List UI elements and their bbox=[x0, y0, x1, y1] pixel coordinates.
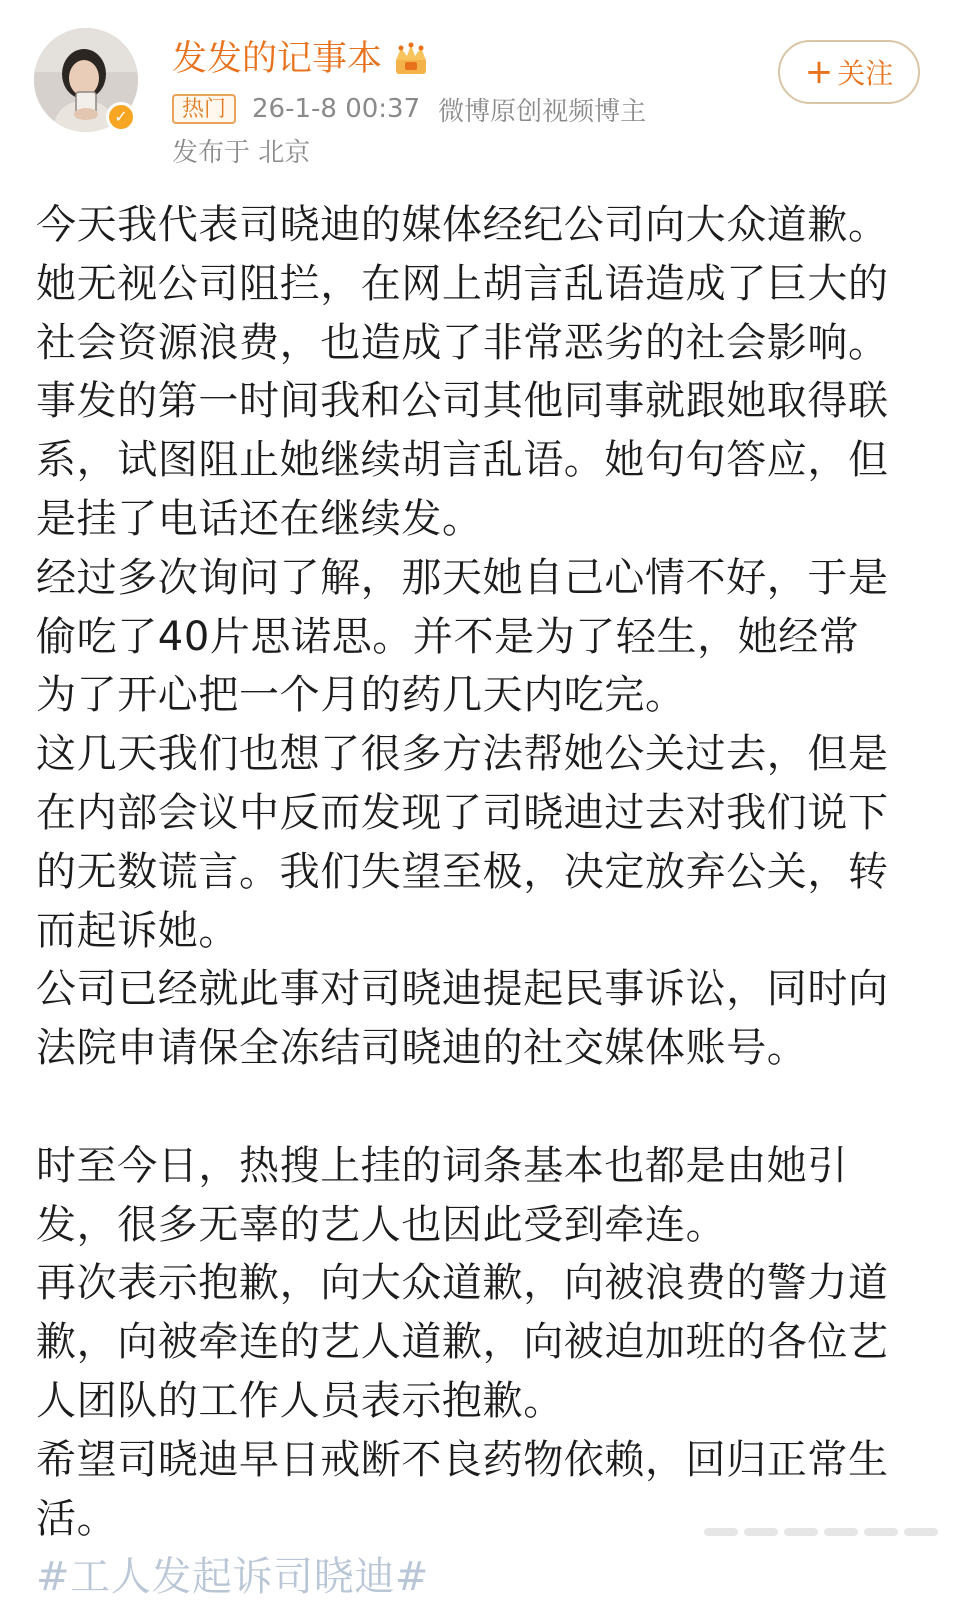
follow-label: 关注 bbox=[837, 57, 894, 90]
post-text-line: 活。 bbox=[36, 1495, 118, 1542]
hot-tag: 热门 bbox=[172, 94, 236, 124]
post-text-line: 是挂了电话还在继续发。 bbox=[36, 495, 483, 542]
scroll-indicator bbox=[704, 1528, 938, 1536]
post-text-line: 偷吃了40片思诺思。并不是为了轻生，她经常 bbox=[36, 613, 860, 660]
author-name[interactable]: 发发的记事本 bbox=[172, 39, 383, 79]
post-header bbox=[0, 0, 960, 180]
follow-button[interactable] bbox=[778, 40, 920, 104]
hashtag-link[interactable]: #工人发起诉司晓迪# bbox=[36, 1554, 430, 1601]
author-title: 微博原创视频博主 bbox=[438, 96, 647, 127]
post-text-line: 而起诉她。 bbox=[36, 907, 239, 954]
post-text-line: 公司已经就此事对司晓迪提起民事诉讼，同时向 bbox=[36, 966, 889, 1013]
post-text-line: 时至今日，热搜上挂的词条基本也都是由她引 bbox=[36, 1142, 848, 1189]
post-text-line: 她无视公司阻拦，在网上胡言乱语造成了巨大的 bbox=[36, 260, 889, 307]
post-location: 发布于 北京 bbox=[172, 138, 311, 168]
scroll-dot bbox=[744, 1528, 778, 1536]
blank-line bbox=[36, 1078, 916, 1137]
verified-badge-icon: ✓ bbox=[106, 102, 136, 132]
plus-icon: + bbox=[804, 52, 834, 92]
username-row bbox=[172, 36, 430, 82]
post-body bbox=[36, 196, 916, 1607]
scroll-dot bbox=[864, 1528, 898, 1536]
post-text-line: 人团队的工作人员表示抱歉。 bbox=[36, 1377, 564, 1424]
post-time: 26-1-8 00:37 bbox=[252, 94, 421, 124]
post-text-line: 今天我代表司晓迪的媒体经纪公司向大众道歉。 bbox=[36, 202, 889, 248]
post-text-line: 的无数谎言。我们失望至极，决定放弃公关，转 bbox=[36, 848, 889, 895]
post-text-line: 为了开心把一个月的药几天内吃完。 bbox=[36, 672, 686, 719]
scroll-dot bbox=[904, 1528, 938, 1536]
post-text-line: 法院申请保全冻结司晓迪的社交媒体账号。 bbox=[36, 1025, 808, 1072]
post-text-line: 这几天我们也想了很多方法帮她公关过去，但是 bbox=[36, 731, 889, 778]
scroll-dot bbox=[784, 1528, 818, 1536]
scroll-dot bbox=[704, 1528, 738, 1536]
post-meta bbox=[172, 90, 646, 128]
post-text-line: 希望司晓迪早日戒断不良药物依赖，回归正常生 bbox=[36, 1436, 889, 1483]
post-text-line: 再次表示抱歉，向大众道歉，向被浪费的警力道 bbox=[36, 1260, 889, 1307]
post-text-line: 在内部会议中反而发现了司晓迪过去对我们说下 bbox=[36, 789, 889, 836]
post-text-line: 系，试图阻止她继续胡言乱语。她句句答应，但 bbox=[36, 437, 889, 484]
post-text-line: 经过多次询问了解，那天她自己心情不好，于是 bbox=[36, 554, 889, 601]
post-text-line: 歉，向被牵连的艺人道歉，向被迫加班的各位艺 bbox=[36, 1319, 889, 1366]
crown-icon bbox=[392, 42, 430, 76]
post-text-line: 社会资源浪费，也造成了非常恶劣的社会影响。 bbox=[36, 319, 889, 366]
post-text-line: 发，很多无辜的艺人也因此受到牵连。 bbox=[36, 1201, 727, 1248]
post-text-line: 事发的第一时间我和公司其他同事就跟她取得联 bbox=[36, 378, 889, 425]
scroll-dot bbox=[824, 1528, 858, 1536]
